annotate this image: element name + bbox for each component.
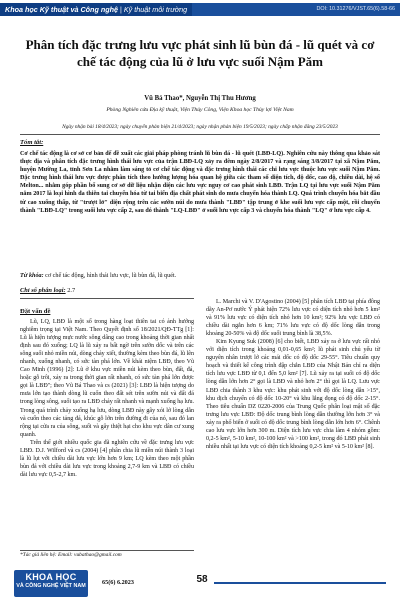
body-paragraph: Kim Kyung Suk (2008) [6] cho biết, LBĐ xảy ra ở lưu vực rất nhỏ với diện tích trong khoảng 0,01-0,65 km²; lũ phát sinh chủ yếu từ nguyên nhân trượt lở các mái dốc có độ dốc 29-55°. Tiêu chuẩn quy hoạch và thiết kế công trình đập chắn LBĐ của Nhật Bản chỉ ra diện tích lưu vực LBĐ từ 0,1 đến 5,0 km² [7]. Lũ xảy ra tại suối có độ dốc lòng dẫn lớn hơn 2° gọi là LBĐ và nhỏ hơn 2° thì gọi là LQ. Lưu vực LBĐ chia thành 3 khu vực: khu phát sinh với độ dốc lòng dẫn >15°, khu dịch chuyển có độ dốc 10-20° và khu lắng đọng có độ dốc 2-15°. Theo tiêu chuẩn DZ 0220-2006 của Trung Quốc phân loại mật số đặc trưng lưu vực LBĐ: Độ dốc trung bình lòng dẫn thường lớn hơn 3° và xảy ra phổ biến ở suối có độ dốc trung bình lòng dẫn lớn hơn 6°. Chênh cao lưu vực lớn hơn 300 m. Diện tích lưu vực chia làm 4 nhóm gồm: 0,2-5 km², 5-10 km², 10-100 km² và >100 km², trong đó LBĐ phát sinh nhiều nhất tại lưu vực có diện tích khoảng 0,2-5 km² và 5-10 km² [8].	[206, 339, 380, 450]
footer-rule	[214, 582, 386, 584]
page-footer	[0, 566, 400, 600]
header-journal-label	[0, 3, 192, 16]
page-number: 58	[196, 574, 208, 585]
article-affiliation: Phòng Nghiên cứu Địa kỹ thuật, Viện Thủy Công, Viện Khoa học Thủy lợi Việt Nam	[106, 107, 294, 113]
keywords-label: Từ khóa:	[20, 273, 44, 279]
journal-name: Khoa học Kỹ thuật và Công nghệ	[5, 5, 119, 14]
article-dates: Ngày nhận bài 18/4/2023; ngày chuyển phản biện 21/4/2023; ngày nhận phản biện 19/5/2023; ngày chấp nhận đăng 23/5/2023	[62, 124, 338, 130]
article-authors: Vũ Bá Thao*, Nguyễn Thị Thu Hương	[144, 95, 256, 102]
journal-header	[0, 0, 400, 19]
article-title: Phân tích đặc trưng lưu vực phát sinh lũ bùn đá - lũ quét và cơ chế tác động của lũ ở lưu vực suối Nậm Păm	[25, 37, 375, 69]
classification-label: Chỉ số phân loại:	[20, 287, 66, 294]
header-separator: |	[118, 5, 124, 14]
abstract-heading: Tóm tắt:	[20, 139, 44, 146]
footnote: *Tác giả liên hệ: Email: vubathao@gmail.com	[20, 550, 194, 559]
body-paragraph: L. Marchi và V. D'Agostino (2004) [5] phân tích LBĐ tại phía đông dãy An-Pơ nước Ý phát hiện 72% lưu vực có diện tích nhỏ hơn 5 km² và 91% lưu vực có diện tích nhỏ hơn 10 km²; 92% lưu vực LBĐ có chiều dài ngắn hơn 6 km; 71% lưu vực có độ dốc lòng dẫn trong khoảng 20-50% và độ dốc suối trung bình là 38,5%.	[206, 299, 380, 338]
keywords-line	[20, 272, 380, 280]
classification-line	[20, 287, 75, 295]
body-column-left	[20, 307, 194, 479]
abstract-text: Cơ chế tác động là cơ sở cơ bản để đề xuất các giải pháp phòng tránh lũ bùn đá - lũ quét (LBĐ-LQ). Nghiên cứu này thông qua khảo sát thực địa và phân tích đặc trưng hình thái lưu vực của trận LBĐ-LQ xảy ra đêm ngày 2/8/2017 và rạng sáng 3/8/2017 tại xã Nậm Păm, huyện Mường La, tỉnh Sơn La nhằm làm sáng tỏ cơ chế tác động và đặc trưng hình thái các chi lưu vực thuộc lưu vực suối Nậm Păm. Đặc trưng hình thái lưu vực được phân tích theo hướng lượng hóa quan hệ giữa các tham số diện tích, độ dốc, cao độ, chiều dài, hệ số Melton... nhằm góp phần bổ sung cơ sở dữ liệu nhận diện các lưu vực nguy cơ cao phát sinh LBĐ. Trận LQ tại lưu vực suối Nậm Păm năm 2017 là loại hình đa thiên tai chuyển hóa từ tai biến địa chất phát sinh do mưa chuyển hóa thành LQ. Quá trình chuyển hóa bắt đầu từ cao xuống thấp, từ "trượt lở" diện rộng trên các sườn núi do mưa thành "LBĐ" tập trung ở khe suối lưu vực cấp một, rồi chuyển thành "LBĐ-LQ" trong suối lưu vực cấp 2, sau đó thành "LQ-LBĐ" ở suối lưu vực cấp 3 và chuyển hóa thành "LQ" ở lưu vực cấp 4.	[20, 151, 380, 214]
journal-section: Kỹ thuật môi trường	[123, 5, 188, 14]
issue-number: 65(6) 6.2023	[102, 579, 134, 586]
doi-link[interactable]: DOI: 10.31276/VJST.65(6).58-66	[316, 6, 395, 12]
section-heading-intro: Đặt vấn đề	[20, 308, 51, 315]
body-column-right	[206, 298, 380, 451]
divider-top	[20, 134, 380, 135]
logo-bottom-text: VÀ CÔNG NGHỆ VIỆT NAM	[16, 583, 86, 589]
classification-value: 2.7	[65, 287, 76, 294]
logo-top-text: KHOA HỌC	[25, 572, 77, 582]
divider-left-column	[20, 298, 194, 299]
body-paragraph: Trên thế giới nhiều quốc gia đã nghiên cứu về đặc trưng lưu vực LBĐ. D.J. Wilford và cs (2004) [4] phân chia lũ miền núi thành 3 loại là lũ lụt với chiều dài lưu vực lớn hơn 9 km; LQ kèm theo một phần bùn đá với chiều dài lưu vực trong khoảng 2,7-9 km và LBĐ có chiều dài lưu vực 0,5-2,7 km.	[20, 439, 194, 478]
journal-logo	[14, 570, 88, 597]
keywords-text: cơ chế tác động, hình thái lưu vực, lũ bùn đá, lũ quét.	[43, 273, 177, 279]
body-paragraph: Lũ, LQ, LBĐ là một số trong hàng loạt thiên tai có ảnh hưởng nghiêm trọng tại Việt Nam. Theo Quyết định số 18/2021/QĐ-TTg [1]: Lũ là hiện tượng mực nước sông dâng cao trong khoảng thời gian nhất định sau đó xuống; LQ là lũ xảy ra bất ngờ trên sườn dốc và trên các sông suối nhỏ miền núi, dòng chảy xiết, thường kèm theo bùn đá, lũ lên nhanh, xuống nhanh, có sức tàn phá lớn. Về khái niệm LBĐ, theo Vũ Cao Minh (1996) [2]: Lũ ở khu vực miền núi kèm theo bùn, đất, đá, hoặc gỗ trôi, xảy ra trong thời gian rất nhanh, có sức tàn phá lớn được gọi là LBĐ"; theo Vũ Bá Thao và cs (2021) [3]: LBĐ là hiện tượng do mưa lớn tạo thành dòng lũ cuốn theo đất sét trên sườn núi và đất đá trong lòng sông, suối tạo ra LBĐ chảy rất nhanh và mạnh xuống hạ lưu. Trong quá trình chảy xuống hạ lưu, dòng LBĐ này gây xói lở lòng dẫn và cuốn theo các tảng đá, khúc gỗ lớn trên đường đi của nó, sau đó lan rộng tại cửa ra của sông, suối và gây thiệt hại cho khu vực dân cư xung quanh.	[20, 319, 194, 438]
